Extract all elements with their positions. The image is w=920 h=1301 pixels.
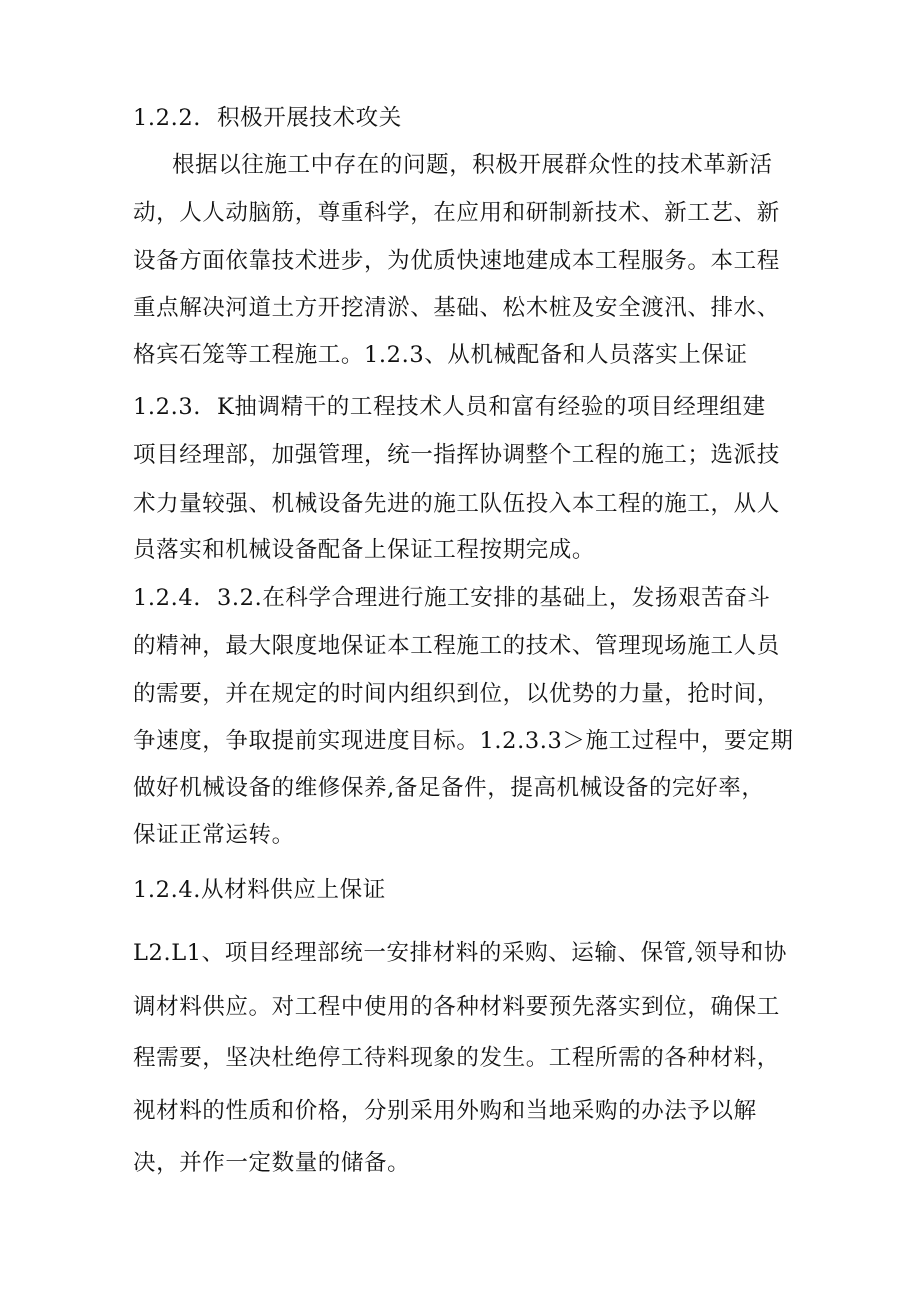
section-number: 1.2.3. bbox=[133, 394, 202, 420]
paragraph-line: 的需要，并在规定的时间内组织到位，以优势的力量，抢时间， bbox=[133, 681, 780, 707]
paragraph-first-line: 3.2.在科学合理进行施工安排的基础上，发扬艰苦奋斗 bbox=[217, 585, 771, 611]
paragraph-line: 设备方面依靠技术进步，为优质快速地建成本工程服务。本工程 bbox=[133, 248, 780, 274]
paragraph-line: 视材料的性质和价格，分别采用外购和当地采购的办法予以解 bbox=[133, 1098, 757, 1124]
paragraph-line: 程需要，坚决杜绝停工待料现象的发生。工程所需的各种材料， bbox=[133, 1045, 780, 1071]
paragraph-first-line: K抽调精干的工程技术人员和富有经验的项目经理组建 bbox=[217, 394, 766, 420]
paragraph-line: 格宾石笼等工程施工。1.2.3、从机械配备和人员落实上保证 bbox=[133, 342, 748, 368]
section-title: 积极开展技术攻关 bbox=[217, 105, 402, 131]
paragraph-line: 术力量较强、机械设备先进的施工队伍投入本工程的施工，从人 bbox=[133, 491, 780, 517]
section-heading-1-2-2 bbox=[133, 103, 402, 133]
section-number: 1.2.4. bbox=[133, 585, 202, 611]
paragraph-line: 动，人人动脑筋，尊重科学，在应用和研制新技术、新工艺、新 bbox=[133, 200, 780, 226]
paragraph-line: 调材料供应。对工程中使用的各种材料要预先落实到位，确保工 bbox=[133, 994, 780, 1020]
paragraph-line: 争速度，争取提前实现进度目标。1.2.3.3＞施工过程中，要定期 bbox=[133, 728, 794, 754]
paragraph-line: 的精神，最大限度地保证本工程施工的技术、管理现场施工人员 bbox=[133, 633, 780, 659]
paragraph-line: L2.L1、项目经理部统一安排材料的采购、运输、保管,领导和协 bbox=[133, 940, 787, 966]
section-heading-material: 1.2.4.从材料供应上保证 bbox=[133, 877, 386, 903]
paragraph-line: 保证正常运转。 bbox=[133, 822, 295, 848]
section-heading-1-2-4 bbox=[133, 583, 771, 613]
paragraph-line: 重点解决河道土方开挖清淤、基础、松木桩及安全渡汛、排水、 bbox=[133, 295, 780, 321]
section-heading-1-2-3 bbox=[133, 392, 766, 422]
paragraph-line: 决，并作一定数量的储备。 bbox=[133, 1150, 411, 1176]
paragraph-line: 根据以往施工中存在的问题，积极开展群众性的技术革新活 bbox=[172, 152, 773, 178]
paragraph-line: 做好机械设备的维修保养,备足备件，提高机械设备的完好率， bbox=[133, 775, 765, 801]
paragraph-line: 项目经理部，加强管理，统一指挥协调整个工程的施工；选派技 bbox=[133, 442, 780, 468]
paragraph-line: 员落实和机械设备配备上保证工程按期完成。 bbox=[133, 537, 596, 563]
section-number: 1.2.2. bbox=[133, 105, 202, 131]
